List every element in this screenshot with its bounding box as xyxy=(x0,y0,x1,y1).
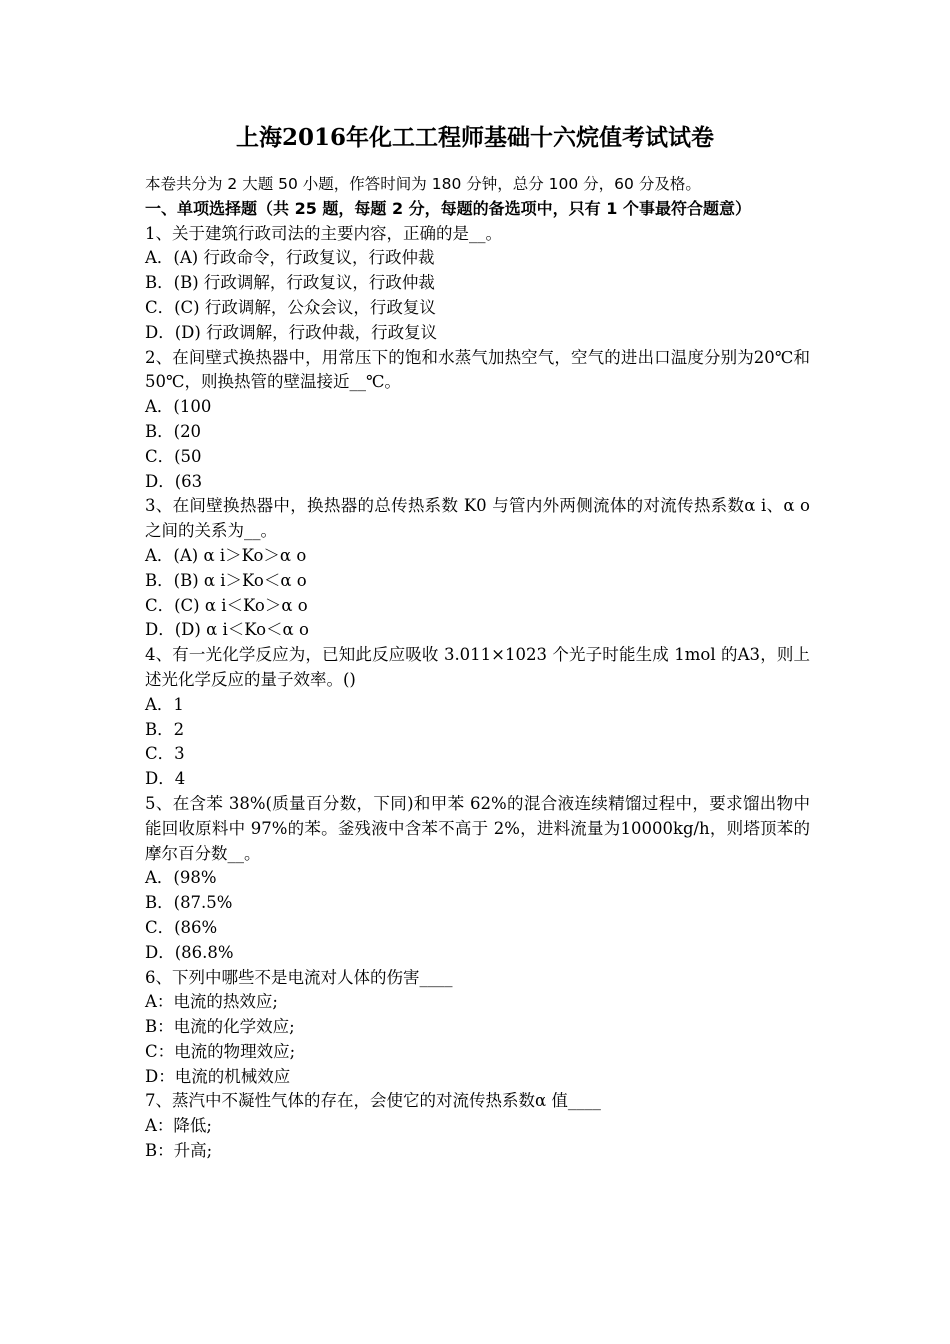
document-body xyxy=(145,172,810,1164)
option: A．(A) α i＞Ko＞α o xyxy=(145,545,307,565)
question-5 xyxy=(145,792,810,966)
option: B：升高; xyxy=(145,1141,213,1161)
question-stem: 1、关于建筑行政司法的主要内容，正确的是__。 xyxy=(145,223,502,243)
option: C．(C) 行政调解，公众会议，行政复议 xyxy=(145,297,436,317)
option: B．(20 xyxy=(145,421,202,441)
question-stem: 2、在间壁式换热器中，用常压下的饱和水蒸气加热空气，空气的进出口温度分别为20℃和50℃，则换热管的壁温接近__℃。 xyxy=(145,347,810,392)
question-2 xyxy=(145,346,810,495)
option: A．1 xyxy=(145,694,184,714)
page-title: 上海2016年化工工程师基础十六烷值考试试卷 xyxy=(235,124,714,151)
option: C．(86% xyxy=(145,917,218,937)
exam-intro: 本卷共分为 2 大题 50 小题，作答时间为 180 分钟，总分 100 分，60 分及格。 xyxy=(145,175,701,193)
option: C．(50 xyxy=(145,446,202,466)
option: A：降低; xyxy=(145,1116,212,1136)
option: D．(63 xyxy=(145,471,203,491)
option: D．4 xyxy=(145,769,186,789)
option: D．(D) 行政调解，行政仲裁，行政复议 xyxy=(145,322,438,342)
option: B．(87.5% xyxy=(145,893,233,913)
question-stem: 6、下列中哪些不是电流对人体的伤害____ xyxy=(145,967,453,987)
option: D．(86.8% xyxy=(145,942,234,962)
question-stem: 7、蒸汽中不凝性气体的存在，会使它的对流传热系数α 值____ xyxy=(145,1091,601,1111)
option: D：电流的机械效应 xyxy=(145,1066,291,1086)
question-7 xyxy=(145,1089,810,1163)
option: A．(98% xyxy=(145,868,217,888)
option: B．(B) α i＞Ko＜α o xyxy=(145,570,307,590)
section-heading: 一、单项选择题（共 25 题，每题 2 分，每题的备选项中，只有 1 个事最符合题意） xyxy=(145,198,751,218)
option: B：电流的化学效应; xyxy=(145,1017,295,1037)
question-6 xyxy=(145,966,810,1090)
option: A：电流的热效应; xyxy=(145,992,278,1012)
option: C：电流的物理效应; xyxy=(145,1041,296,1061)
option: A．(100 xyxy=(145,397,212,417)
question-1 xyxy=(145,222,810,346)
option: C．(C) α i＜Ko＞α o xyxy=(145,595,308,615)
question-stem: 4、有一光化学反应为，已知此反应吸收 3.011×1023 个光子时能生成 1mol 的A3，则上述光化学反应的量子效率。() xyxy=(145,645,810,689)
question-4 xyxy=(145,643,810,792)
option: A．(A) 行政命令，行政复议，行政仲裁 xyxy=(145,248,435,268)
question-stem: 5、在含苯 38%(质量百分数，下同)和甲苯 62%的混合液连续精馏过程中，要求馏出物中能回收原料中 97%的苯。釜残液中含苯不高于 2%，进料流量为10000kg/h，则塔顶苯的摩尔百分数__。 xyxy=(145,793,810,863)
option: B．(B) 行政调解，行政复议，行政仲裁 xyxy=(145,273,435,293)
option: B．2 xyxy=(145,719,185,739)
question-stem: 3、在间壁换热器中，换热器的总传热系数 K0 与管内外两侧流体的对流传热系数α i、α o之间的关系为__。 xyxy=(145,496,810,541)
question-3 xyxy=(145,494,810,643)
option: C．3 xyxy=(145,744,185,764)
option: D．(D) α i＜Ko＜α o xyxy=(145,620,309,640)
